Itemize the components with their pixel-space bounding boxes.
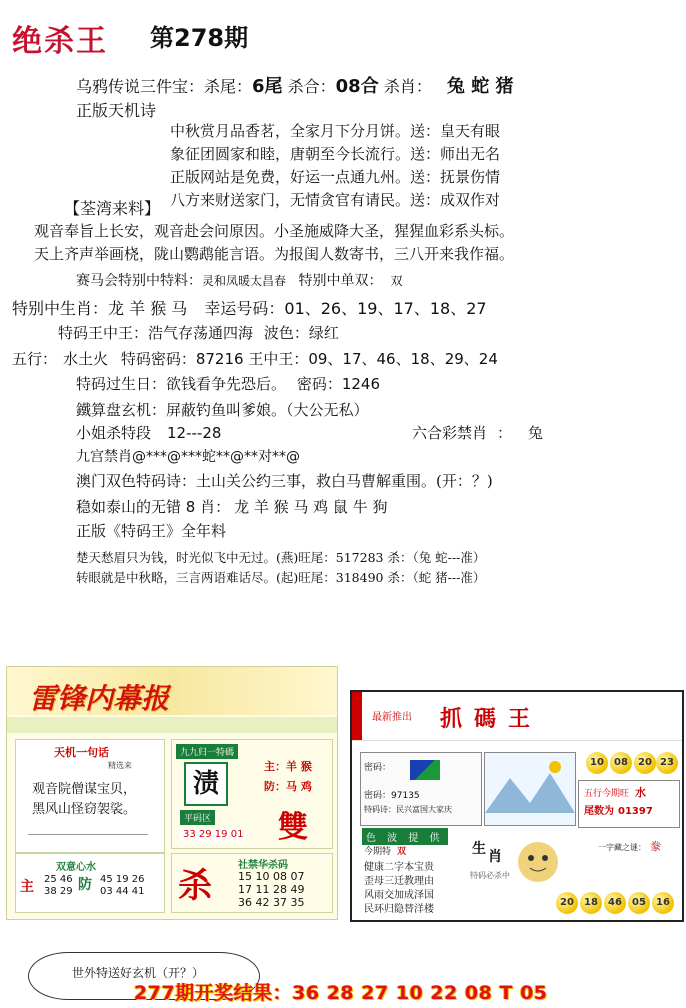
verse-line: 歪母三迁教理由 (364, 876, 434, 887)
header-bar (352, 692, 362, 740)
tabs-banner: 色 波 提 供 (362, 828, 448, 845)
fang-label: 防 (78, 877, 92, 893)
value: 屏蔽钓鱼叫爹娘。（大公无私） (166, 401, 369, 419)
number-ball: 05 (628, 892, 650, 914)
value: 1246 (341, 375, 381, 393)
value: 土山关公约三事，救白马曹解重围。(开：？) (196, 472, 493, 490)
line-horse-race (76, 270, 402, 290)
poem-line: 八方来财送家门，无情贪官有请民。送：成双作对 (170, 191, 501, 209)
box-char: 渍 (184, 762, 228, 806)
value: 双 (397, 847, 407, 857)
nums-row: 15 10 08 07 (238, 870, 305, 883)
label: 特别中生肖： (12, 299, 109, 318)
value: 龙 羊 猴 马 鸡 鼠 牛 狗 (234, 498, 388, 516)
verse-line: 民环归隐替洋楼 (364, 904, 434, 915)
label: 防： (264, 780, 286, 793)
value: 01397 (618, 806, 653, 817)
label: 稳如泰山的无错 8 肖： (76, 498, 231, 516)
nums: 45 19 26 (100, 874, 145, 885)
label: 特码王中王： (58, 324, 149, 342)
label: 五行： (12, 350, 58, 368)
value: 97135 (391, 791, 420, 801)
line-annual: 正版《特码王》全年料 (76, 522, 227, 540)
label: 特码过生日： (76, 375, 167, 393)
number-ball: 08 (610, 752, 632, 774)
line-kill-range (76, 422, 221, 443)
label: 幸运号码： (204, 299, 285, 318)
value: 灵和凤暖太昌春 (202, 274, 287, 288)
line-five-elements (12, 348, 498, 369)
label: 杀肖： (383, 77, 432, 96)
value: 豢 (650, 840, 661, 853)
value: 浩气存荡通四海 (148, 324, 254, 342)
line-verse-1: 楚天愁眉只为钱，时光似飞中无过。(燕)旺尾：517283 杀：（兔 蛇---准） (76, 550, 486, 565)
label: 密码： (364, 791, 392, 801)
label: 特码密码： (120, 350, 196, 368)
line-nine-palace (76, 446, 300, 466)
shengxiao-1: 生 (472, 841, 486, 857)
panel-tag: 最新推出 (372, 712, 412, 723)
number-ball: 46 (604, 892, 626, 914)
kill-row (598, 838, 661, 854)
label: 特码诗： (364, 805, 396, 814)
value: 双 (390, 274, 403, 288)
logo-icon (410, 760, 440, 780)
label: 特别中单双： (298, 273, 383, 289)
line-macau-poem (76, 470, 493, 491)
line-birthday (76, 373, 380, 394)
value: 08合 (335, 76, 379, 97)
number-ball: 23 (656, 752, 678, 774)
nums-row: 17 11 28 49 (238, 883, 305, 896)
shengxiao-2: 肖 (488, 849, 502, 865)
value: 09、17、46、18、29、24 (308, 350, 498, 368)
label: 乌鸦传说三件宝：杀尾： (76, 77, 253, 96)
value: 87216 (195, 350, 244, 368)
number-ball: 16 (652, 892, 674, 914)
label: 五行今期旺 (584, 789, 630, 799)
weishu-row (584, 802, 653, 817)
label: 小姐杀特段 (76, 424, 152, 442)
nums: 38 29 (44, 886, 73, 897)
value: 兔 蛇 猪 (446, 76, 514, 97)
panel-divider (7, 717, 337, 733)
box-subtitle: 精选来 (108, 761, 132, 770)
box-line: 观音院僧谋宝贝， (32, 782, 137, 797)
value: 水 (635, 786, 647, 799)
label: 一字藏之谜： (598, 843, 646, 852)
nums: 03 44 41 (100, 886, 145, 897)
value: 水土火 (63, 350, 109, 368)
label: 鐵算盘玄机： (76, 401, 167, 419)
line-zodiac-lucky (12, 296, 487, 319)
poem-line: 象征团圆家和睦，唐朝至今长流行。送：师出无名 (170, 145, 501, 163)
section-source: 【荃湾来料】 (64, 199, 161, 218)
line-verse-2: 转眼就是中秋略，三言两语难话尽。(起)旺尾：318490 杀：（蛇 猪---准） (76, 570, 486, 585)
label: 尾数为 (584, 806, 614, 817)
wuxing-row (584, 784, 646, 800)
box-tianji (15, 739, 165, 853)
result-banner: 277期开奖结果：36 28 27 10 22 08 T 05 (134, 982, 548, 1004)
panel-title: 抓碼王 (440, 706, 543, 732)
nums-row: 36 42 37 35 (238, 896, 305, 909)
label: 杀合： (287, 77, 336, 96)
paragraph-line: 观音奉旨上长安，观音赴会问原因。小圣施威降大圣，猩猩血彩系头标。 (34, 222, 515, 240)
number-ball: 20 (634, 752, 656, 774)
value: 民兴富国大家庆 (396, 805, 452, 814)
panel-leifeng (6, 666, 338, 920)
nums: 25 46 (44, 874, 73, 885)
value: 欲钱看争先恐后。 (166, 375, 287, 393)
box-nums: 33 29 19 01 (180, 828, 246, 841)
landscape-icon (485, 753, 575, 825)
box-title: 九九归一特碼 (176, 744, 238, 759)
landscape-picture (484, 752, 576, 826)
page-title: 绝杀王 (12, 24, 108, 59)
mima-label: 密码： (364, 763, 392, 773)
jin-row (364, 844, 406, 857)
monkey-icon (504, 834, 574, 890)
value: 兔 (528, 424, 544, 442)
subtitle-poem: 正版天机诗 (76, 101, 157, 120)
value: 波色：绿红 (263, 324, 339, 342)
number-ball: 20 (556, 892, 578, 914)
box-tag: 平码区 (180, 810, 215, 825)
zhu-label: 主 (20, 879, 34, 895)
paragraph-line: 天上齐声举画桡，陇山鹦鹉能言语。为报闺人数寄书，三八开来我作福。 (34, 245, 515, 263)
value: ： (497, 424, 513, 442)
value: @***@***蛇**@**对**@ (132, 449, 300, 465)
line-eight-zodiac (76, 496, 387, 517)
line-crow-legend (76, 72, 513, 98)
poem-line: 中秋赏月品香茗，全家月下分月饼。送：皇天有眼 (170, 122, 501, 140)
fang-row (264, 778, 312, 794)
label: 王中王： (248, 350, 309, 368)
value: 马 鸡 (286, 780, 312, 793)
panel-zhuamawang (350, 690, 684, 922)
cloud-text: 世外特送好玄机（开？） (72, 966, 205, 980)
box-line: 黑风山怪窃袈裟。 (32, 802, 137, 817)
mima-row (364, 788, 420, 801)
verse-line: 风雨交加成泽国 (364, 890, 434, 901)
value: 羊 猴 (286, 760, 312, 773)
zhu-row (264, 758, 312, 774)
box-jiujiu (171, 739, 333, 849)
label: 赛马会特别中特料： (76, 273, 202, 289)
monkey-picture (504, 834, 574, 890)
number-ball: 18 (580, 892, 602, 914)
poem-line: 正版网站是免费，好运一点通九州。送：抚景伤情 (170, 168, 501, 186)
number-ball: 10 (586, 752, 608, 774)
box-char: 杀 (178, 866, 212, 906)
box-shejin (171, 853, 333, 913)
label: 六合彩禁肖 (412, 424, 488, 442)
value: 龙 羊 猴 马 (108, 299, 188, 318)
label: 主： (264, 760, 286, 773)
issue-number: 第278期 (150, 24, 249, 52)
value: 01、26、19、17、18、27 (284, 299, 487, 318)
box-title: 天机一句话 (54, 746, 109, 759)
box-title: 双意心水 (56, 862, 96, 873)
value: 12---28 (167, 424, 222, 442)
line-banned-zodiac (412, 422, 543, 443)
panel-title: 雷锋内幕报 (29, 682, 170, 715)
label: 九宫禁肖 (76, 449, 132, 465)
zodiac-note: 特码必杀中 (470, 871, 510, 880)
line-abacus (76, 399, 369, 420)
value: 6尾 (252, 76, 283, 97)
divider (28, 834, 148, 835)
box-title: 社禁华杀码 (238, 860, 288, 871)
box-shuang: 雙 (278, 810, 308, 845)
line-king (58, 322, 339, 343)
label: 澳门双色特码诗： (76, 472, 197, 490)
verse-line: 健康二字本宝贵 (364, 862, 434, 873)
label: 密码： (296, 375, 342, 393)
poem-row (364, 804, 452, 815)
label: 今期特 (364, 847, 392, 857)
box-shuangyi (15, 853, 165, 913)
